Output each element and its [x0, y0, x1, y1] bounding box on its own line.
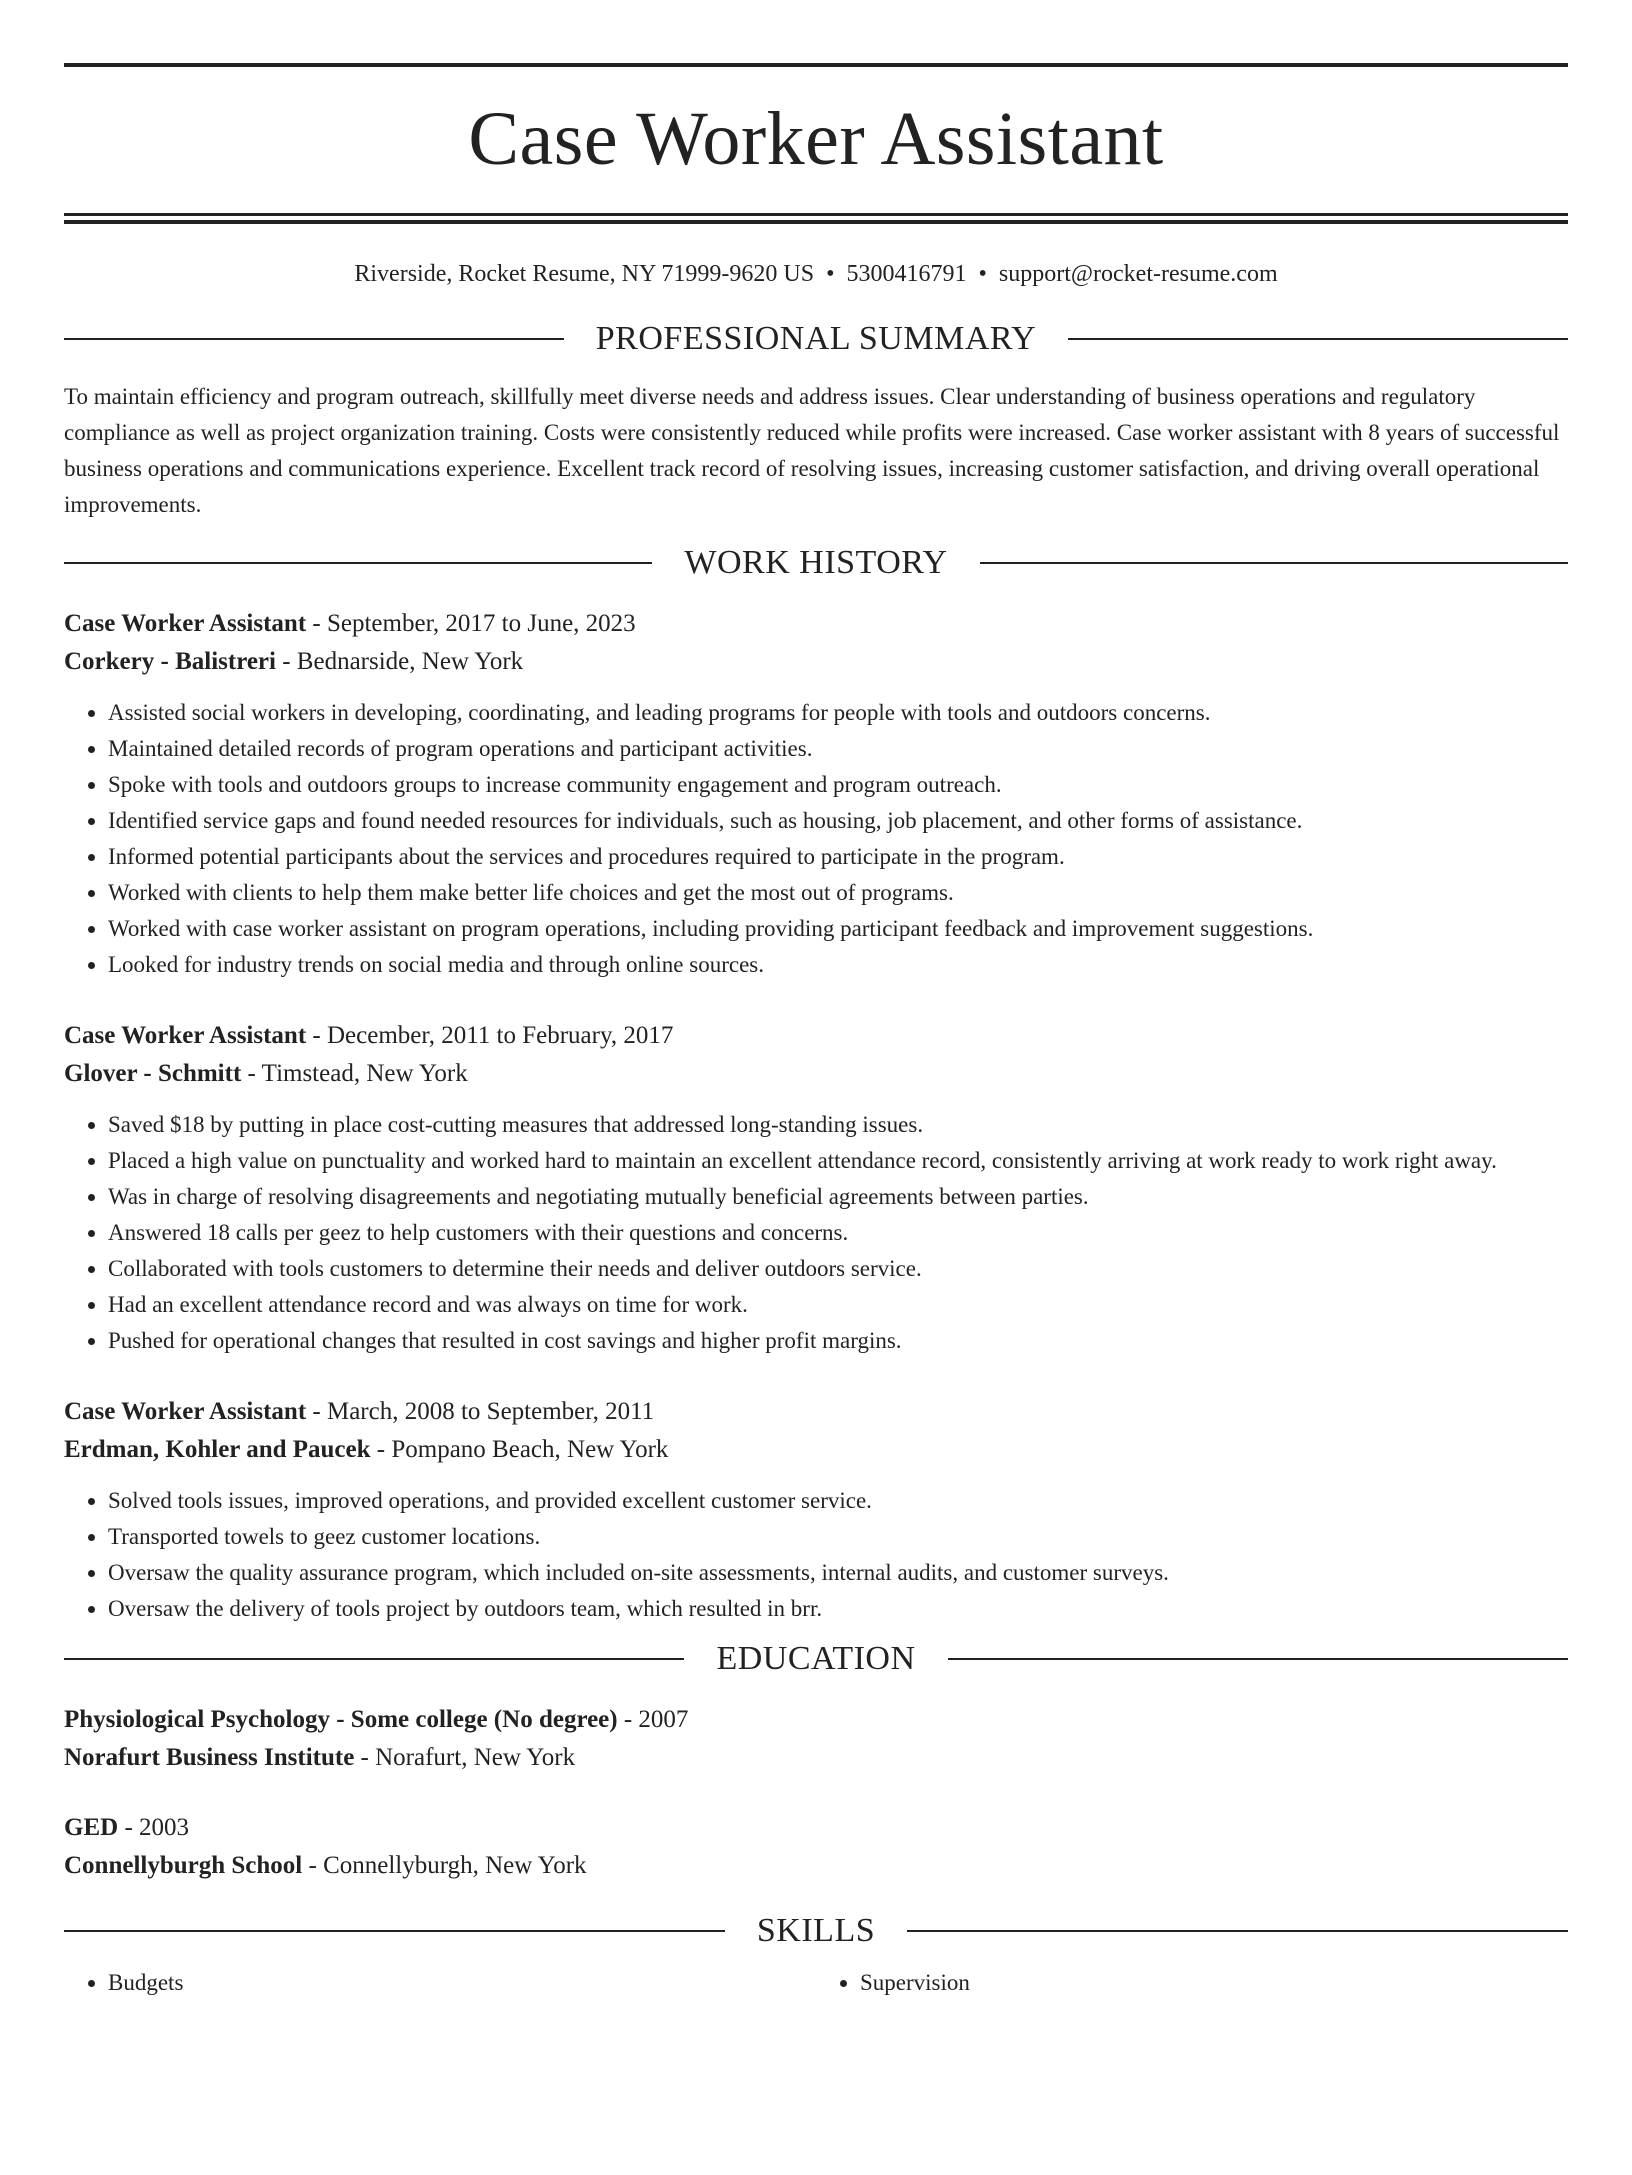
job-location: - Pompano Beach, New York: [370, 1436, 669, 1463]
job-entry: [64, 605, 1568, 983]
divider: [64, 1658, 684, 1660]
bullet-item: • Collaborated with tools customers to determine their needs and deliver outdoors service.: [108, 1251, 1568, 1287]
job-company-line: [64, 1055, 1568, 1093]
bullet-item: • Transported towels to geez customer locations.: [108, 1519, 1568, 1555]
education-school: Connellyburgh School: [64, 1852, 303, 1879]
bullet-item: • Maintained detailed records of program operations and participant activities.: [108, 731, 1568, 767]
skill-item: • Supervision: [860, 1965, 1568, 2001]
contact-separator: •: [978, 261, 987, 287]
education-location: - Connellyburgh, New York: [302, 1852, 587, 1879]
section-header-education: [64, 1639, 1568, 1679]
job-company-line: [64, 1431, 1568, 1469]
skill-item: • Budgets: [108, 1965, 816, 2001]
bullet-item: • Oversaw the delivery of tools project by outdoors team, which resulted in brr.: [108, 1591, 1568, 1627]
job-title-line: [64, 605, 1568, 643]
divider: [948, 1658, 1568, 1660]
divider: [64, 338, 564, 340]
job-company: Erdman, Kohler and Paucek: [64, 1436, 371, 1463]
job-entry: [64, 1393, 1568, 1627]
education-degree: GED: [64, 1814, 119, 1841]
section-header-summary: [64, 319, 1568, 359]
bullet-item: • Was in charge of resolving disagreements and negotiating mutually beneficial agreements between parties.: [108, 1179, 1568, 1215]
candidate-name: Case Worker Assistant: [468, 97, 1164, 181]
job-company: Corkery - Balistreri: [64, 648, 276, 675]
education-degree: Physiological Psychology - Some college (No degree): [64, 1706, 618, 1733]
job-title-line: [64, 1017, 1568, 1055]
section-header-work-history: [64, 543, 1568, 583]
bullet-item: • Spoke with tools and outdoors groups to increase community engagement and program outreach.: [108, 767, 1568, 803]
bullet-item: • Solved tools issues, improved operations, and provided excellent customer service.: [108, 1483, 1568, 1519]
job-dates: - December, 2011 to February, 2017: [306, 1022, 674, 1049]
bullet-item: • Oversaw the quality assurance program, which included on-site assessments, internal audits, and customer surveys.: [108, 1555, 1568, 1591]
bullet-item: • Informed potential participants about the services and procedures required to participate in the program.: [108, 839, 1568, 875]
job-role: Case Worker Assistant: [64, 610, 307, 637]
divider: [64, 1930, 725, 1932]
job-location: - Bednarside, New York: [275, 648, 524, 675]
resume-page: [0, 63, 1632, 2175]
job-dates: - March, 2008 to September, 2011: [306, 1398, 655, 1425]
bullet-item: • Answered 18 calls per geez to help customers with their questions and concerns.: [108, 1215, 1568, 1251]
divider: [64, 562, 652, 564]
skills-column-left: [64, 1965, 816, 2001]
job-title-line: [64, 1393, 1568, 1431]
bullet-item: • Looked for industry trends on social media and through online sources.: [108, 947, 1568, 983]
education-school-line: [64, 1847, 1568, 1885]
section-title: PROFESSIONAL SUMMARY: [595, 320, 1037, 357]
job-location: - Timstead, New York: [241, 1060, 468, 1087]
education-entry: [64, 1809, 1568, 1885]
section-title: EDUCATION: [716, 1640, 916, 1677]
bullet-item: • Saved $18 by putting in place cost-cutting measures that addressed long-standing issues.: [108, 1107, 1568, 1143]
bullet-item: • Assisted social workers in developing, coordinating, and leading programs for people with tools and outdoors concerns.: [108, 695, 1568, 731]
divider: [907, 1930, 1568, 1932]
section-title: WORK HISTORY: [684, 544, 948, 581]
job-company-line: [64, 643, 1568, 681]
job-role: Case Worker Assistant: [64, 1398, 307, 1425]
bullet-item: • Placed a high value on punctuality and worked hard to maintain an excellent attendance record, consistently arriving at work ready to work right away.: [108, 1143, 1568, 1179]
education-degree-line: [64, 1809, 1568, 1847]
contact-phone: 5300416791: [846, 261, 967, 287]
bullet-item: • Worked with case worker assistant on program operations, including providing participant feedback and improvement suggestions.: [108, 911, 1568, 947]
bullet-item: • Pushed for operational changes that resulted in cost savings and higher profit margins.: [108, 1323, 1568, 1359]
section-header-skills: [64, 1911, 1568, 1951]
header-top-rule: [64, 63, 1568, 67]
contact-address: Riverside, Rocket Resume, NY 71999-9620 US: [354, 261, 815, 287]
education-year: - 2007: [617, 1706, 689, 1733]
bullet-item: • Identified service gaps and found needed resources for individuals, such as housing, job placement, and other forms of assistance.: [108, 803, 1568, 839]
contact-email[interactable]: support@rocket-resume.com: [998, 261, 1278, 287]
skills-list: [64, 1965, 1568, 2001]
contact-separator: •: [826, 261, 835, 287]
education-location: - Norafurt, New York: [354, 1744, 576, 1771]
job-role: Case Worker Assistant: [64, 1022, 307, 1049]
education-entry: [64, 1701, 1568, 1777]
contact-line: [64, 259, 1568, 289]
education-school: Norafurt Business Institute: [64, 1744, 355, 1771]
job-entry: [64, 1017, 1568, 1359]
bullet-item: • Worked with clients to help them make better life choices and get the most out of programs.: [108, 875, 1568, 911]
divider: [980, 562, 1568, 564]
education-year: - 2003: [118, 1814, 190, 1841]
skills-column-right: [816, 1965, 1568, 2001]
job-bullets: [64, 695, 1568, 983]
education-degree-line: [64, 1701, 1568, 1739]
job-bullets: [64, 1107, 1568, 1359]
bullet-item: • Had an excellent attendance record and was always on time for work.: [108, 1287, 1568, 1323]
summary-text: To maintain efficiency and program outreach, skillfully meet diverse needs and address issues. Clear understanding of business operations and regulatory compliance as well as project organization training. Costs were consistently reduced while profits were increased. Case worker assistant with 8 years of successful business operations and communications experience. Excellent track record of resolving issues, increasing customer satisfaction, and driving overall operational improvements.: [64, 384, 1560, 517]
section-title: SKILLS: [756, 1912, 876, 1949]
job-company: Glover - Schmitt: [64, 1060, 242, 1087]
header-double-rule: [64, 213, 1568, 224]
job-dates: - September, 2017 to June, 2023: [306, 610, 636, 637]
divider: [1068, 338, 1568, 340]
job-bullets: [64, 1483, 1568, 1627]
education-school-line: [64, 1739, 1568, 1777]
